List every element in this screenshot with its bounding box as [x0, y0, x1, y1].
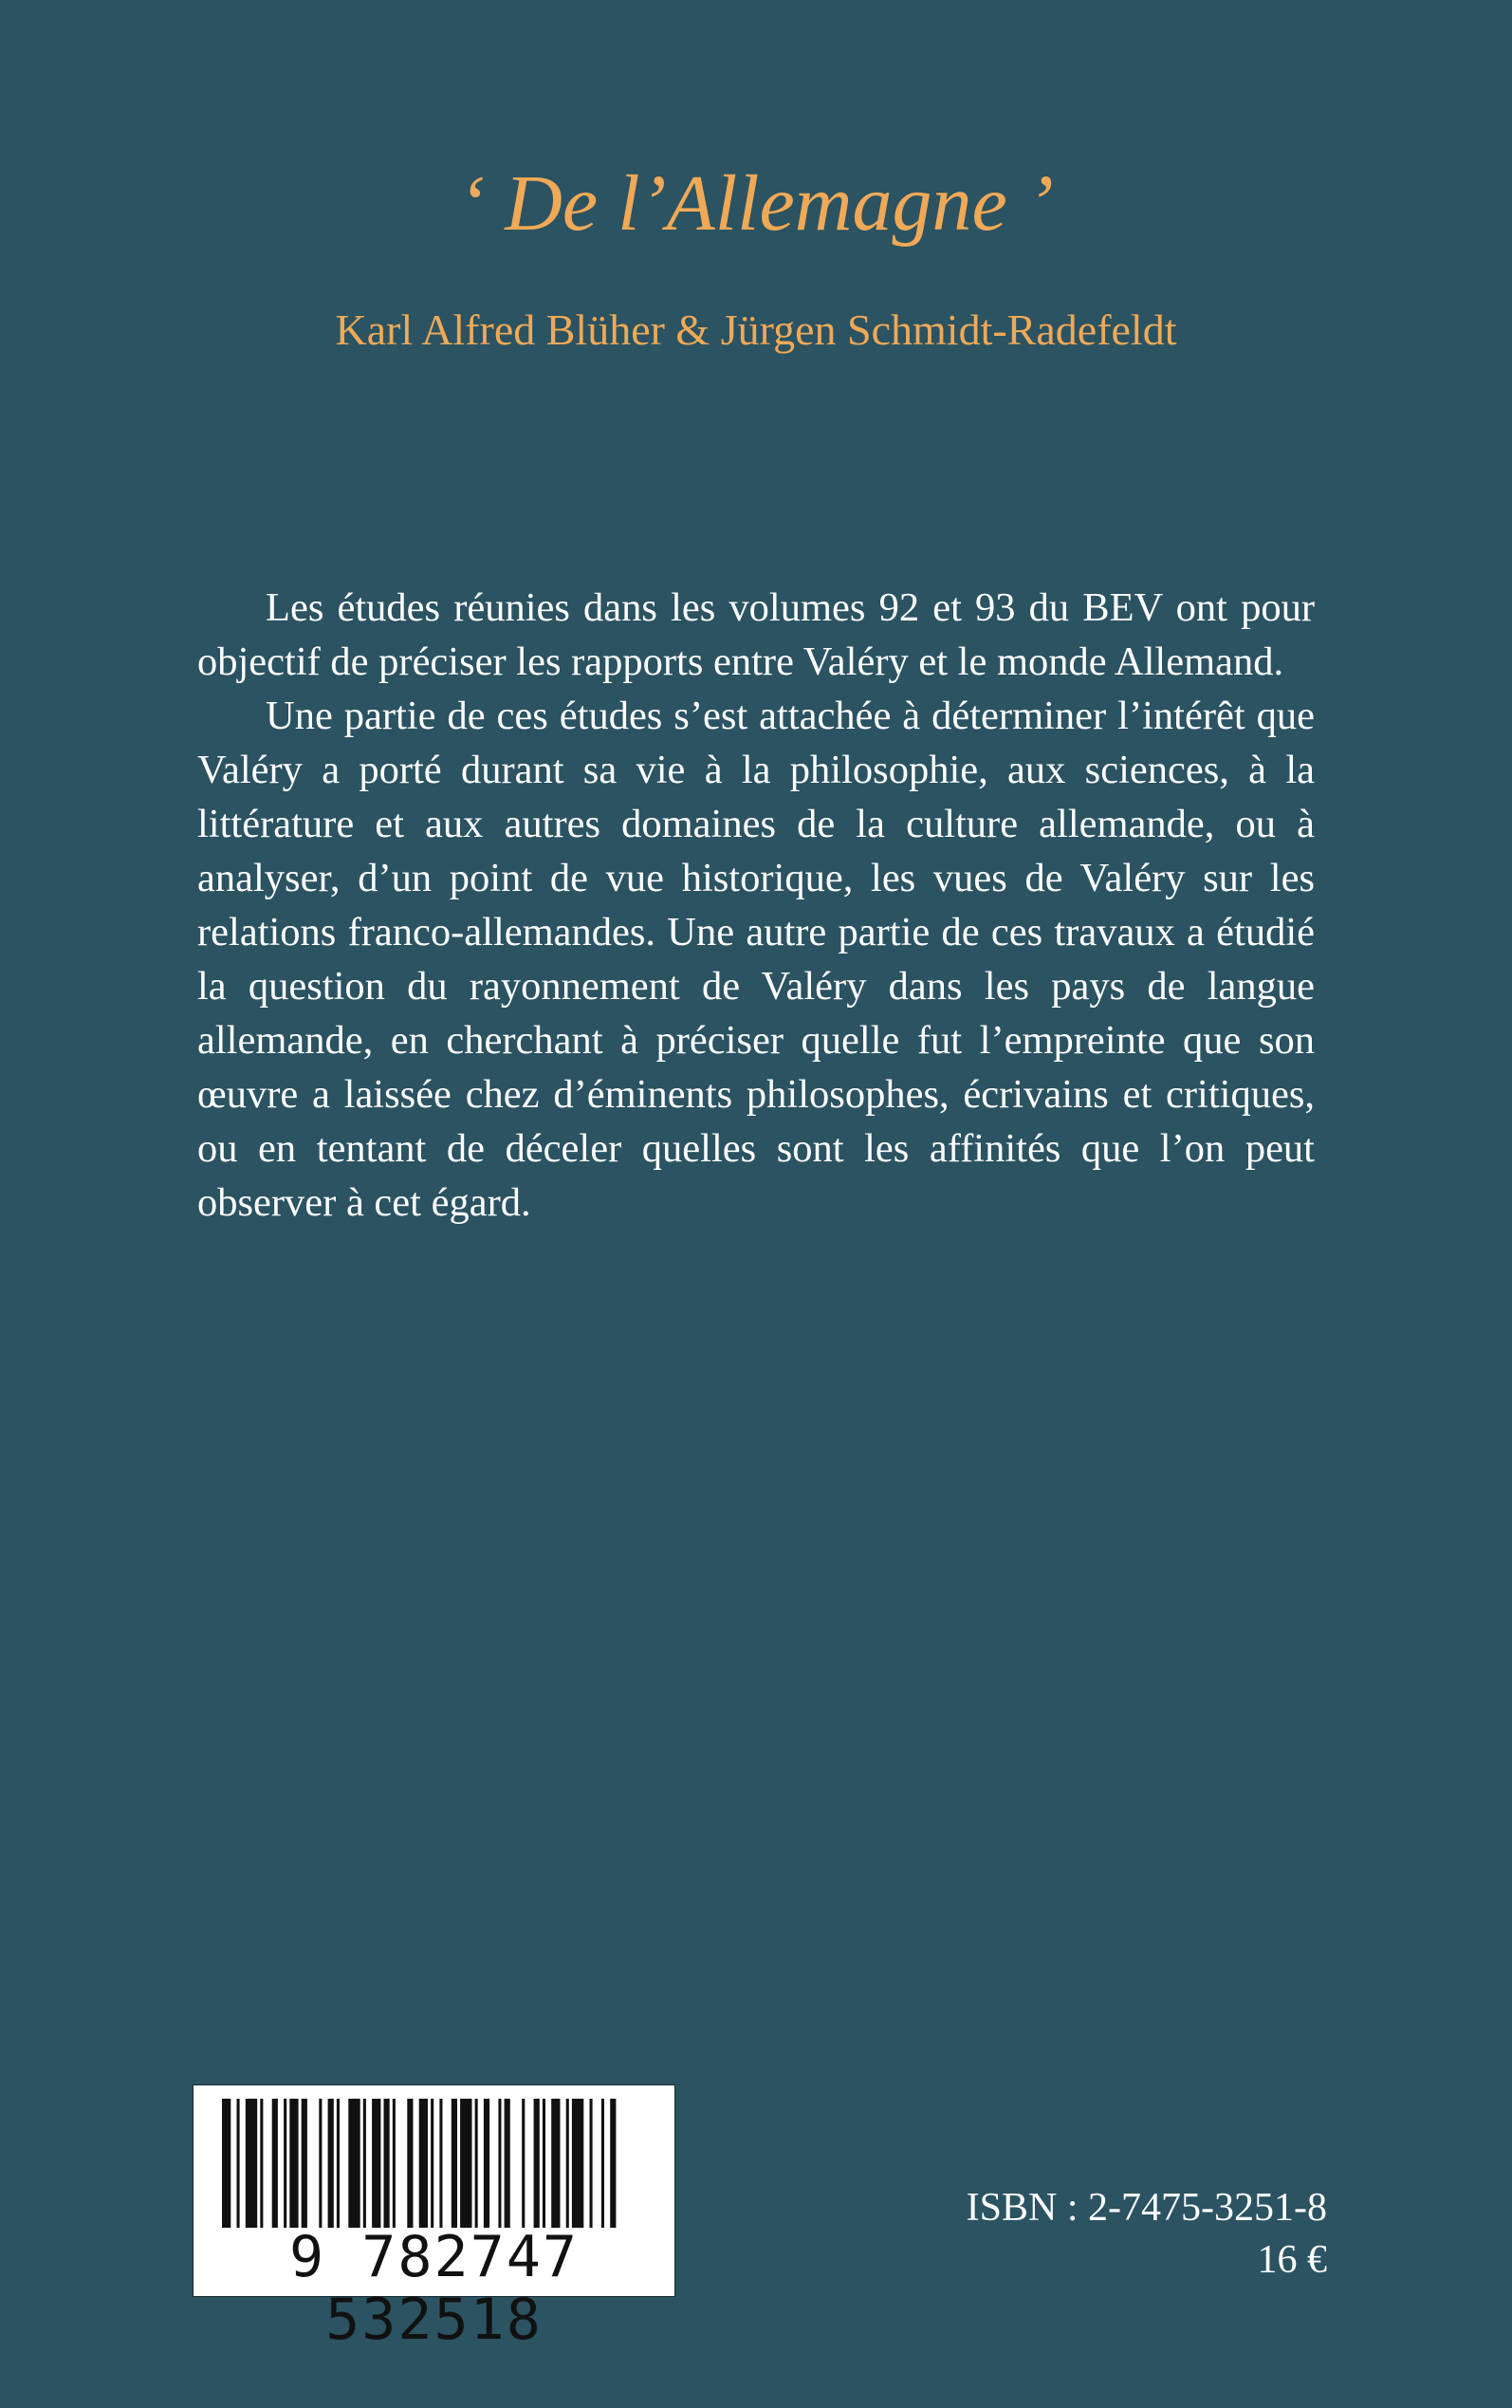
barcode-bar: [498, 2099, 501, 2228]
barcode-bar: [419, 2099, 428, 2228]
barcode-bar: [543, 2099, 545, 2228]
barcode-bar: [363, 2099, 366, 2228]
barcode-bar: [452, 2099, 457, 2228]
barcode-bar: [284, 2099, 286, 2228]
barcode-bar: [566, 2099, 569, 2228]
barcode-bar: [319, 2099, 322, 2228]
barcode-bars: [194, 2085, 674, 2228]
barcode-bar: [505, 2099, 510, 2228]
barcode-bar: [272, 2099, 278, 2228]
barcode-bar: [328, 2099, 334, 2228]
barcode-bar: [222, 2099, 230, 2228]
barcode-bar: [551, 2099, 560, 2228]
barcode-bar: [460, 2099, 471, 2228]
barcode-bar: [393, 2099, 396, 2228]
barcode-bar: [372, 2099, 380, 2228]
barcode-bar: [475, 2099, 478, 2228]
barcode-bar: [431, 2099, 433, 2228]
barcode-bar: [337, 2099, 340, 2228]
blurb-text: [197, 581, 1315, 1230]
barcode-bar: [534, 2099, 540, 2228]
barcode-bar: [384, 2099, 390, 2228]
book-title: ‘ De l’Allemagne ’: [458, 159, 1054, 248]
isbn-number: ISBN : 2-7475-3251-8: [966, 2186, 1327, 2230]
barcode-bar: [302, 2099, 307, 2228]
barcode-bar: [439, 2099, 442, 2228]
blurb-paragraph-1: Les études réunies dans les volumes 92 et 93 du BEV ont pour objectif de préciser les rapports entre Valéry et le monde Allemand.: [197, 585, 1315, 684]
barcode: [193, 2084, 675, 2353]
barcode-bar: [407, 2099, 413, 2228]
barcode-bar: [246, 2099, 257, 2228]
barcode-bar: [590, 2099, 593, 2228]
barcode-digits: 9 782747 532518: [289, 2224, 579, 2353]
blurb-paragraph-2: Une partie de ces études s’est attachée à déterminer l’intérêt que Valéry a porté durant sa vie à la philosophie, aux sciences, à la littérature et aux autres domaines de la culture allemande, ou à analyser, d’un point de vue historique, les vues de Valéry sur les relations franco-allemandes. Une autre partie de ces travaux a étudié la question du rayonnement de Valéry dans les pays de langue allemande, en cherchant à préciser quelle fut l’empreinte que son œuvre a laissée chez d’éminents philosophes, écrivains et critiques, ou en tentant de déceler quelles sont les affinités que l’on peut observer à cet égard.: [197, 694, 1315, 1225]
book-authors: Karl Alfred Blüher & Jürgen Schmidt-Radefeldt: [335, 306, 1177, 354]
barcode-bar: [237, 2099, 240, 2228]
barcode-bar: [484, 2099, 489, 2228]
barcode-bar: [601, 2099, 604, 2228]
barcode-bar: [610, 2099, 616, 2228]
barcode-bar: [572, 2099, 583, 2228]
price: 16 €: [1257, 2238, 1327, 2282]
barcode-bar: [522, 2099, 525, 2228]
barcode-bar: [348, 2099, 360, 2228]
barcode-bar: [289, 2099, 298, 2228]
barcode-bar: [260, 2099, 263, 2228]
